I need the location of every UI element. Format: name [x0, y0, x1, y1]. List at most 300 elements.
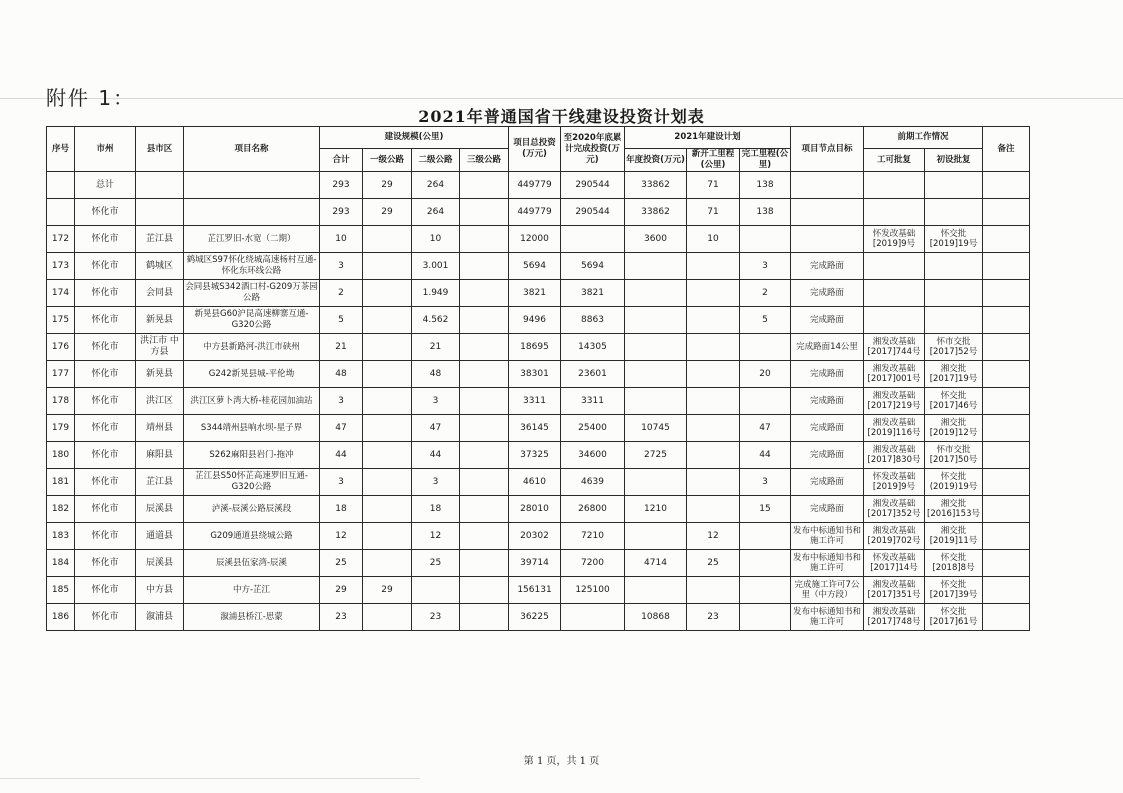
- cell-milestone: 完成路面: [791, 280, 864, 307]
- cell-plan-completed: [740, 523, 791, 550]
- cell-plan-new-start: [687, 442, 740, 469]
- cell-completed-2020: 5694: [561, 253, 625, 280]
- cell-plan-completed: [740, 334, 791, 361]
- cell-scale-l2: 3.001: [412, 253, 460, 280]
- cell-milestone: 发布中标通知书和施工许可: [791, 550, 864, 577]
- cell-feasibility: 湘发改基础[2017]219号: [864, 388, 925, 415]
- investment-plan-table: [46, 126, 1030, 631]
- cell-county: 芷江县: [136, 226, 184, 253]
- cell-city: 怀化市: [75, 496, 136, 523]
- cell-scale-total: 3: [320, 253, 363, 280]
- cell-seq: 179: [47, 415, 75, 442]
- cell-city: 怀化市: [75, 550, 136, 577]
- cell-plan-investment: [625, 577, 687, 604]
- cell-milestone: 完成路面14公里: [791, 334, 864, 361]
- cell-plan-new-start: 10: [687, 226, 740, 253]
- cell-preliminary: 湘交批[2019]11号: [925, 523, 983, 550]
- cell-plan-investment: 10868: [625, 604, 687, 631]
- cell-scale-l3: [460, 496, 509, 523]
- cell-plan-new-start: [687, 469, 740, 496]
- cell-scale-total: 2: [320, 280, 363, 307]
- cell-county: 新晃县: [136, 307, 184, 334]
- cell-seq: 172: [47, 226, 75, 253]
- cell-scale-l3: [460, 604, 509, 631]
- cell-feasibility: 湘发改基础[2019]702号: [864, 523, 925, 550]
- summary-l1: 29: [363, 172, 412, 199]
- cell-scale-l2: 3: [412, 388, 460, 415]
- cell-scale-l2: [412, 577, 460, 604]
- header-scale-group: 建设规模(公里): [320, 127, 509, 149]
- cell-feasibility: 湘发改基础[2017]351号: [864, 577, 925, 604]
- cell-scale-total: 18: [320, 496, 363, 523]
- cell-county: 通道县: [136, 523, 184, 550]
- cell-county: 鹤城区: [136, 253, 184, 280]
- cell-plan-investment: 2725: [625, 442, 687, 469]
- cell-scale-l1: [363, 280, 412, 307]
- header-total-investment: 项目总投资(万元): [509, 127, 561, 172]
- cell-total-investment: 156131: [509, 577, 561, 604]
- cell-total-investment: 18695: [509, 334, 561, 361]
- header-seq: 序号: [47, 127, 75, 172]
- header-plan-completed: 完工里程(公里): [740, 149, 791, 172]
- cell-project-name: 芷江县S50怀芷高速罗旧互通-G320公路: [184, 469, 320, 496]
- cell-remarks: [983, 388, 1030, 415]
- cell-milestone: 完成路面: [791, 469, 864, 496]
- cell-scale-total: 3: [320, 469, 363, 496]
- cell-project-name: 中方县新路河-洪江市硖州: [184, 334, 320, 361]
- cell-completed-2020: 34600: [561, 442, 625, 469]
- cell-scale-l3: [460, 415, 509, 442]
- cell-scale-l1: [363, 253, 412, 280]
- header-plan-new-start: 新开工里程(公里): [687, 149, 740, 172]
- cell-scale-l1: [363, 469, 412, 496]
- cell-scale-total: 23: [320, 604, 363, 631]
- cell-plan-completed: 2: [740, 280, 791, 307]
- cell-remarks: [983, 361, 1030, 388]
- cell-completed-2020: 7210: [561, 523, 625, 550]
- cell-remarks: [983, 415, 1030, 442]
- cell-county: 芷江县: [136, 469, 184, 496]
- cell-remarks: [983, 334, 1030, 361]
- cell-feasibility: [864, 280, 925, 307]
- cell-plan-completed: 20: [740, 361, 791, 388]
- summary-label: 总计: [75, 172, 136, 199]
- cell-completed-2020: 125100: [561, 577, 625, 604]
- cell-feasibility: 湘发改基础[2017]744号: [864, 334, 925, 361]
- cell-plan-investment: [625, 307, 687, 334]
- table-row: [47, 604, 1030, 631]
- cell-project-name: G242新晃县城-平伦坳: [184, 361, 320, 388]
- cell-scale-l3: [460, 577, 509, 604]
- cell-remarks: [983, 280, 1030, 307]
- summary-l2: 264: [412, 172, 460, 199]
- cell-preliminary: [925, 280, 983, 307]
- cell-plan-new-start: 23: [687, 604, 740, 631]
- cell-total-investment: 3311: [509, 388, 561, 415]
- cell-city: 怀化市: [75, 226, 136, 253]
- cell-feasibility: 湘发改基础[2017]001号: [864, 361, 925, 388]
- cell-scale-l2: 3: [412, 469, 460, 496]
- table-row: [47, 361, 1030, 388]
- cell-scale-l3: [460, 361, 509, 388]
- cell-scale-l2: 21: [412, 334, 460, 361]
- cell-milestone: 发布中标通知书和施工许可: [791, 604, 864, 631]
- cell-plan-investment: [625, 280, 687, 307]
- cell-remarks: [983, 577, 1030, 604]
- cell-preliminary: 湘交批[2016]153号: [925, 496, 983, 523]
- cell-seq: 185: [47, 577, 75, 604]
- cell-plan-investment: [625, 388, 687, 415]
- cell-seq: 182: [47, 496, 75, 523]
- cell-scale-l2: 48: [412, 361, 460, 388]
- summary-invest: 449779: [509, 172, 561, 199]
- cell-seq: 186: [47, 604, 75, 631]
- cell-scale-total: 47: [320, 415, 363, 442]
- cell-scale-l1: [363, 361, 412, 388]
- cell-milestone: 完成路面: [791, 415, 864, 442]
- cell-milestone: 完成路面: [791, 361, 864, 388]
- cell-remarks: [983, 442, 1030, 469]
- cell-scale-l1: [363, 550, 412, 577]
- cell-county: 会同县: [136, 280, 184, 307]
- cell-project-name: S344靖州县响水坝-星子界: [184, 415, 320, 442]
- table-row: [47, 496, 1030, 523]
- cell-total-investment: 28010: [509, 496, 561, 523]
- cell-preliminary: 湘交批[2019]12号: [925, 415, 983, 442]
- cell-preliminary: 怀交批[2017]61号: [925, 604, 983, 631]
- cell-scale-l3: [460, 550, 509, 577]
- document-title: 2021年普通国省干线建设投资计划表: [418, 107, 705, 126]
- cell-scale-l2: 47: [412, 415, 460, 442]
- cell-seq: 180: [47, 442, 75, 469]
- cell-county: 溆浦县: [136, 604, 184, 631]
- cell-remarks: [983, 226, 1030, 253]
- cell-scale-total: 48: [320, 361, 363, 388]
- cell-county: 靖州县: [136, 415, 184, 442]
- cell-completed-2020: 3311: [561, 388, 625, 415]
- cell-plan-new-start: [687, 280, 740, 307]
- scan-line-bottom: [0, 778, 420, 779]
- cell-total-investment: 39714: [509, 550, 561, 577]
- cell-completed-2020: 23601: [561, 361, 625, 388]
- header-scale-total: 合计: [320, 149, 363, 172]
- cell-city: 怀化市: [75, 469, 136, 496]
- cell-plan-investment: [625, 469, 687, 496]
- cell-plan-investment: [625, 253, 687, 280]
- cell-scale-total: 44: [320, 442, 363, 469]
- cell-feasibility: 怀发改基础[2019]9号: [864, 469, 925, 496]
- cell-county: 辰溪县: [136, 550, 184, 577]
- header-prework-group: 前期工作情况: [864, 127, 983, 149]
- summary-done-km: 138: [740, 199, 791, 226]
- cell-milestone: 完成路面: [791, 496, 864, 523]
- header-scale-l3: 三级公路: [460, 149, 509, 172]
- cell-scale-total: 21: [320, 334, 363, 361]
- cell-milestone: 完成施工许可7公里（中方段）: [791, 577, 864, 604]
- cell-project-name: 辰溪县伍家湾-辰溪: [184, 550, 320, 577]
- summary-year: 33862: [625, 199, 687, 226]
- summary-year: 33862: [625, 172, 687, 199]
- cell-plan-new-start: 25: [687, 550, 740, 577]
- cell-project-name: 芷江罗旧-水宽（二期）: [184, 226, 320, 253]
- cell-project-name: S262麻阳县岩门-拖冲: [184, 442, 320, 469]
- cell-seq: 183: [47, 523, 75, 550]
- cell-remarks: [983, 253, 1030, 280]
- header-scale-l2: 二级公路: [412, 149, 460, 172]
- cell-total-investment: 3821: [509, 280, 561, 307]
- cell-plan-investment: [625, 361, 687, 388]
- cell-county: 中方县: [136, 577, 184, 604]
- summary-done-km: 138: [740, 172, 791, 199]
- cell-plan-completed: 15: [740, 496, 791, 523]
- cell-seq: 178: [47, 388, 75, 415]
- cell-completed-2020: [561, 604, 625, 631]
- cell-milestone: 完成路面: [791, 253, 864, 280]
- cell-remarks: [983, 469, 1030, 496]
- cell-scale-l3: [460, 280, 509, 307]
- cell-plan-investment: [625, 523, 687, 550]
- cell-plan-new-start: [687, 307, 740, 334]
- cell-milestone: 完成路面: [791, 388, 864, 415]
- cell-remarks: [983, 523, 1030, 550]
- cell-feasibility: 怀发改基础[2019]9号: [864, 226, 925, 253]
- cell-scale-l2: 1.949: [412, 280, 460, 307]
- cell-seq: 177: [47, 361, 75, 388]
- table-row: [47, 523, 1030, 550]
- cell-scale-l3: [460, 442, 509, 469]
- cell-scale-l3: [460, 523, 509, 550]
- cell-plan-investment: [625, 334, 687, 361]
- cell-preliminary: 怀交批[2017]46号: [925, 388, 983, 415]
- cell-total-investment: 37325: [509, 442, 561, 469]
- cell-total-investment: 36225: [509, 604, 561, 631]
- cell-city: 怀化市: [75, 523, 136, 550]
- summary-l1: 29: [363, 199, 412, 226]
- summary-l2: 264: [412, 199, 460, 226]
- cell-city: 怀化市: [75, 253, 136, 280]
- summary-row: [47, 172, 1030, 199]
- cell-scale-l3: [460, 307, 509, 334]
- cell-total-investment: 36145: [509, 415, 561, 442]
- cell-city: 怀化市: [75, 361, 136, 388]
- cell-total-investment: 20302: [509, 523, 561, 550]
- cell-scale-l2: 25: [412, 550, 460, 577]
- summary-invest: 449779: [509, 199, 561, 226]
- header-remarks: 备注: [983, 127, 1030, 172]
- cell-plan-completed: 44: [740, 442, 791, 469]
- cell-project-name: 鹤城区S97怀化绕城高速杨村互通-怀化东环线公路: [184, 253, 320, 280]
- cell-remarks: [983, 307, 1030, 334]
- header-plan-investment: 年度投资(万元): [625, 149, 687, 172]
- cell-city: 怀化市: [75, 388, 136, 415]
- header-completed-2020: 至2020年底累计完成投资(万元): [561, 127, 625, 172]
- cell-feasibility: 湘发改基础[2017]748号: [864, 604, 925, 631]
- page-footer: 第 1 页，共 1 页: [523, 756, 600, 767]
- cell-project-name: 泸溪-辰溪公路辰溪段: [184, 496, 320, 523]
- cell-seq: 184: [47, 550, 75, 577]
- table-row: [47, 253, 1030, 280]
- cell-scale-l1: [363, 307, 412, 334]
- summary-new-km: 71: [687, 172, 740, 199]
- header-plan-group: 2021年建设计划: [625, 127, 791, 149]
- cell-scale-l1: [363, 334, 412, 361]
- cell-county: 新晃县: [136, 361, 184, 388]
- cell-seq: 175: [47, 307, 75, 334]
- summary-total: 293: [320, 199, 363, 226]
- cell-plan-investment: 3600: [625, 226, 687, 253]
- cell-city: 怀化市: [75, 280, 136, 307]
- cell-scale-l1: [363, 388, 412, 415]
- cell-total-investment: 4610: [509, 469, 561, 496]
- cell-feasibility: 湘发改基础[2017]830号: [864, 442, 925, 469]
- cell-scale-l1: [363, 604, 412, 631]
- cell-preliminary: [925, 307, 983, 334]
- cell-project-name: 新晃县G60沪昆高速柳寨互通-G320公路: [184, 307, 320, 334]
- cell-completed-2020: 26800: [561, 496, 625, 523]
- cell-milestone: 完成路面: [791, 442, 864, 469]
- cell-feasibility: 怀发改基础[2017]14号: [864, 550, 925, 577]
- cell-milestone: 发布中标通知书和施工许可: [791, 523, 864, 550]
- header-preliminary: 初设批复: [925, 149, 983, 172]
- table-row: [47, 334, 1030, 361]
- cell-county: 洪江市 中方县: [136, 334, 184, 361]
- cell-plan-completed: 3: [740, 253, 791, 280]
- cell-plan-investment: 4714: [625, 550, 687, 577]
- cell-city: 怀化市: [75, 442, 136, 469]
- table-row: [47, 577, 1030, 604]
- cell-completed-2020: 8863: [561, 307, 625, 334]
- summary-done: 290544: [561, 199, 625, 226]
- cell-remarks: [983, 604, 1030, 631]
- cell-plan-new-start: [687, 361, 740, 388]
- cell-scale-l1: [363, 442, 412, 469]
- cell-completed-2020: 7200: [561, 550, 625, 577]
- cell-scale-l3: [460, 334, 509, 361]
- cell-plan-new-start: [687, 334, 740, 361]
- cell-completed-2020: 25400: [561, 415, 625, 442]
- cell-scale-l2: 4.562: [412, 307, 460, 334]
- cell-preliminary: 怀交批[2018]8号: [925, 550, 983, 577]
- cell-plan-new-start: [687, 496, 740, 523]
- cell-total-investment: 38301: [509, 361, 561, 388]
- cell-plan-completed: [740, 388, 791, 415]
- cell-scale-l1: [363, 226, 412, 253]
- cell-plan-investment: 1210: [625, 496, 687, 523]
- table-row: [47, 388, 1030, 415]
- cell-remarks: [983, 550, 1030, 577]
- cell-preliminary: 怀交批[2017]39号: [925, 577, 983, 604]
- summary-new-km: 71: [687, 199, 740, 226]
- cell-preliminary: 怀市交批[2017]50号: [925, 442, 983, 469]
- cell-scale-l1: 29: [363, 577, 412, 604]
- header-project-name: 项目名称: [184, 127, 320, 172]
- summary-done: 290544: [561, 172, 625, 199]
- cell-plan-completed: [740, 577, 791, 604]
- cell-milestone: [791, 226, 864, 253]
- cell-feasibility: 湘发改基础[2019]116号: [864, 415, 925, 442]
- table-row: [47, 442, 1030, 469]
- cell-scale-l3: [460, 469, 509, 496]
- table-row: [47, 550, 1030, 577]
- cell-scale-total: 12: [320, 523, 363, 550]
- cell-plan-new-start: [687, 388, 740, 415]
- cell-scale-l3: [460, 253, 509, 280]
- cell-completed-2020: 14305: [561, 334, 625, 361]
- cell-seq: 181: [47, 469, 75, 496]
- cell-plan-new-start: [687, 577, 740, 604]
- cell-seq: 173: [47, 253, 75, 280]
- attachment-label: 附件 1：: [46, 86, 136, 110]
- cell-county: 麻阳县: [136, 442, 184, 469]
- cell-scale-total: 25: [320, 550, 363, 577]
- cell-scale-l1: [363, 415, 412, 442]
- cell-city: 怀化市: [75, 577, 136, 604]
- table-row: [47, 280, 1030, 307]
- cell-plan-completed: 5: [740, 307, 791, 334]
- cell-plan-completed: [740, 550, 791, 577]
- summary-row: [47, 199, 1030, 226]
- cell-scale-l2: 12: [412, 523, 460, 550]
- cell-scale-l2: 44: [412, 442, 460, 469]
- summary-total: 293: [320, 172, 363, 199]
- table-row: [47, 226, 1030, 253]
- cell-completed-2020: 3821: [561, 280, 625, 307]
- cell-feasibility: 湘发改基础[2017]352号: [864, 496, 925, 523]
- cell-scale-l1: [363, 523, 412, 550]
- cell-total-investment: 12000: [509, 226, 561, 253]
- cell-plan-new-start: 12: [687, 523, 740, 550]
- cell-county: 辰溪县: [136, 496, 184, 523]
- header-county: 县市区: [136, 127, 184, 172]
- cell-project-name: 溆浦县桥江-思蒙: [184, 604, 320, 631]
- cell-remarks: [983, 496, 1030, 523]
- cell-feasibility: [864, 307, 925, 334]
- cell-scale-l3: [460, 388, 509, 415]
- header-scale-l1: 一级公路: [363, 149, 412, 172]
- cell-plan-completed: [740, 604, 791, 631]
- cell-plan-new-start: [687, 415, 740, 442]
- cell-county: 洪江区: [136, 388, 184, 415]
- cell-scale-total: 3: [320, 388, 363, 415]
- cell-total-investment: 9496: [509, 307, 561, 334]
- cell-seq: 176: [47, 334, 75, 361]
- cell-city: 怀化市: [75, 334, 136, 361]
- cell-plan-investment: 10745: [625, 415, 687, 442]
- cell-city: 怀化市: [75, 604, 136, 631]
- cell-scale-total: 29: [320, 577, 363, 604]
- cell-scale-l1: [363, 496, 412, 523]
- cell-milestone: 完成路面: [791, 307, 864, 334]
- cell-preliminary: 怀市交批[2017]52号: [925, 334, 983, 361]
- cell-project-name: G209通道县绕城公路: [184, 523, 320, 550]
- cell-project-name: 会同县城S342酒口村-G209万茶园公路: [184, 280, 320, 307]
- cell-preliminary: 怀交批(2019)19号: [925, 469, 983, 496]
- table-row: [47, 415, 1030, 442]
- cell-city: 怀化市: [75, 307, 136, 334]
- cell-seq: 174: [47, 280, 75, 307]
- header-milestone: 项目节点目标: [791, 127, 864, 172]
- cell-completed-2020: 4639: [561, 469, 625, 496]
- cell-scale-l2: 10: [412, 226, 460, 253]
- cell-plan-completed: [740, 226, 791, 253]
- cell-plan-completed: 3: [740, 469, 791, 496]
- cell-project-name: 中方-芷江: [184, 577, 320, 604]
- cell-preliminary: 怀交批[2019]19号: [925, 226, 983, 253]
- cell-preliminary: [925, 253, 983, 280]
- header-city: 市州: [75, 127, 136, 172]
- cell-plan-completed: 47: [740, 415, 791, 442]
- cell-scale-total: 10: [320, 226, 363, 253]
